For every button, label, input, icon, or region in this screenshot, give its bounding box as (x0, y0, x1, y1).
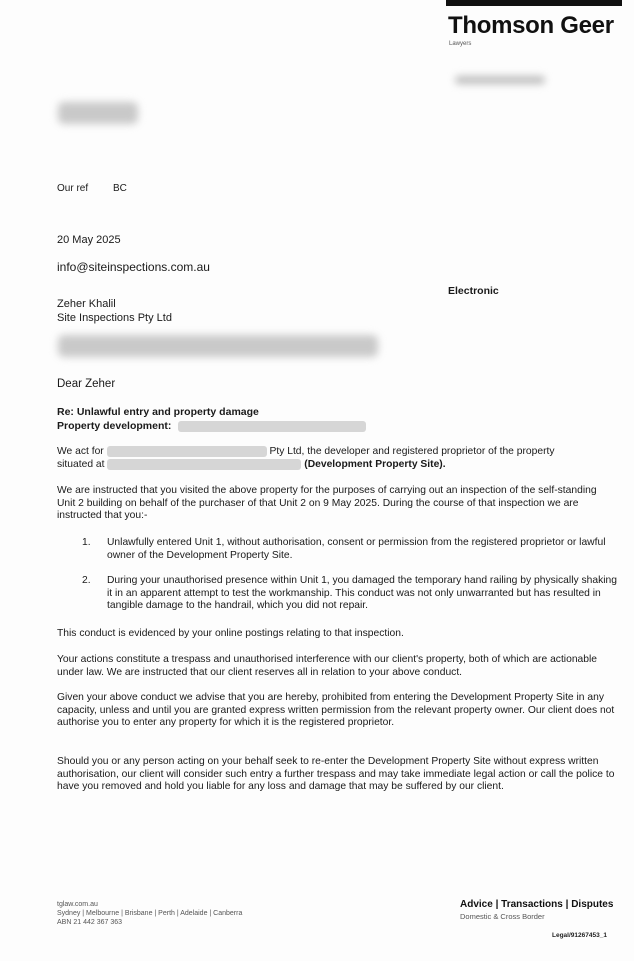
list-item-number: 2. (82, 575, 91, 586)
paragraph-5: Given your above conduct we advise that you are hereby, prohibited from entering the Development Property Site in any capacity, unless and until you are granted express written permission from the relevant property owner. Our client does not authorise you to enter any property for which it is the registered proprietor. (57, 692, 615, 729)
delivery-method: Electronic (448, 285, 499, 297)
paragraph-3: This conduct is evidenced by your online postings relating to that inspection. (57, 628, 404, 639)
salutation: Dear Zeher (57, 378, 116, 390)
footer-services: Advice | Transactions | Disputes (460, 899, 614, 910)
firm-logo: Thomson Geer (448, 12, 614, 39)
recipient-name: Zeher Khalil (57, 298, 116, 310)
letter-date: 20 May 2025 (57, 234, 121, 246)
subject-property (57, 420, 366, 433)
reference-value: BC (113, 183, 127, 194)
reference-label: Our ref (57, 183, 89, 194)
recipient-company: Site Inspections Pty Ltd (57, 312, 172, 324)
redacted-recipient-address (58, 335, 378, 357)
firm-logo-subtitle: Lawyers (449, 41, 472, 47)
redacted-client-name (107, 446, 267, 457)
subject-line: Re: Unlawful entry and property damage (57, 406, 259, 418)
subject-property-label: Property development: (57, 420, 172, 432)
redacted-property-name (178, 421, 366, 432)
paragraph-2: We are instructed that you visited the above property for the purposes of carrying out an inspection of the self-standing Unit 2 building on behalf of the purchaser of that Unit 2 on 9 May 2025. During the course of that inspection we are instructed that you:- (57, 485, 597, 522)
redacted-address-header (58, 102, 138, 124)
footer-abn: ABN 21 442 367 363 (57, 919, 122, 926)
recipient-email: info@siteinspections.com.au (57, 260, 210, 274)
paragraph-6: Should you or any person acting on your behalf seek to re-enter the Development Property Site without express written authorisation, our client will consider such entry a further trespass and may take immediate legal action or call the police to have you removed and hold you liable for any loss and damage that may be suffered by our client. (57, 756, 615, 793)
footer-offices: Sydney | Melbourne | Brisbane | Perth | Adelaide | Canberra (57, 910, 243, 917)
footer-website: tglaw.com.au (57, 901, 98, 908)
list-item-number: 1. (82, 537, 91, 548)
legal-reference: Legal/91267453_1 (552, 932, 607, 939)
footer-scope: Domestic & Cross Border (460, 912, 545, 921)
paragraph-1: We act for Pty Ltd, the developer and registered proprietor of the property situated at (Development Property Site). (57, 446, 555, 471)
list-item-text: Unlawfully entered Unit 1, without authorisation, consent or permission from the registered proprietor or lawful owner of the Development Property Site. (107, 537, 606, 561)
redacted-property-address (107, 459, 301, 470)
list-item-text: During your unauthorised presence within Unit 1, you damaged the temporary hand railing by physically shaking it in an apparent attempt to test the workmanship. This conduct was not only unwarranted but has resulted in tangible damage to the handrail, which you did not repair. (107, 575, 617, 612)
footer-contact (57, 900, 242, 927)
paragraph-4: Your actions constitute a trespass and unauthorised interference with our client's property, both of which are actionable under law. We are instructed that our client reserves all in relation to your above conduct. (57, 654, 598, 678)
letterhead-bar (446, 0, 622, 6)
redacted-header-right (455, 76, 545, 84)
